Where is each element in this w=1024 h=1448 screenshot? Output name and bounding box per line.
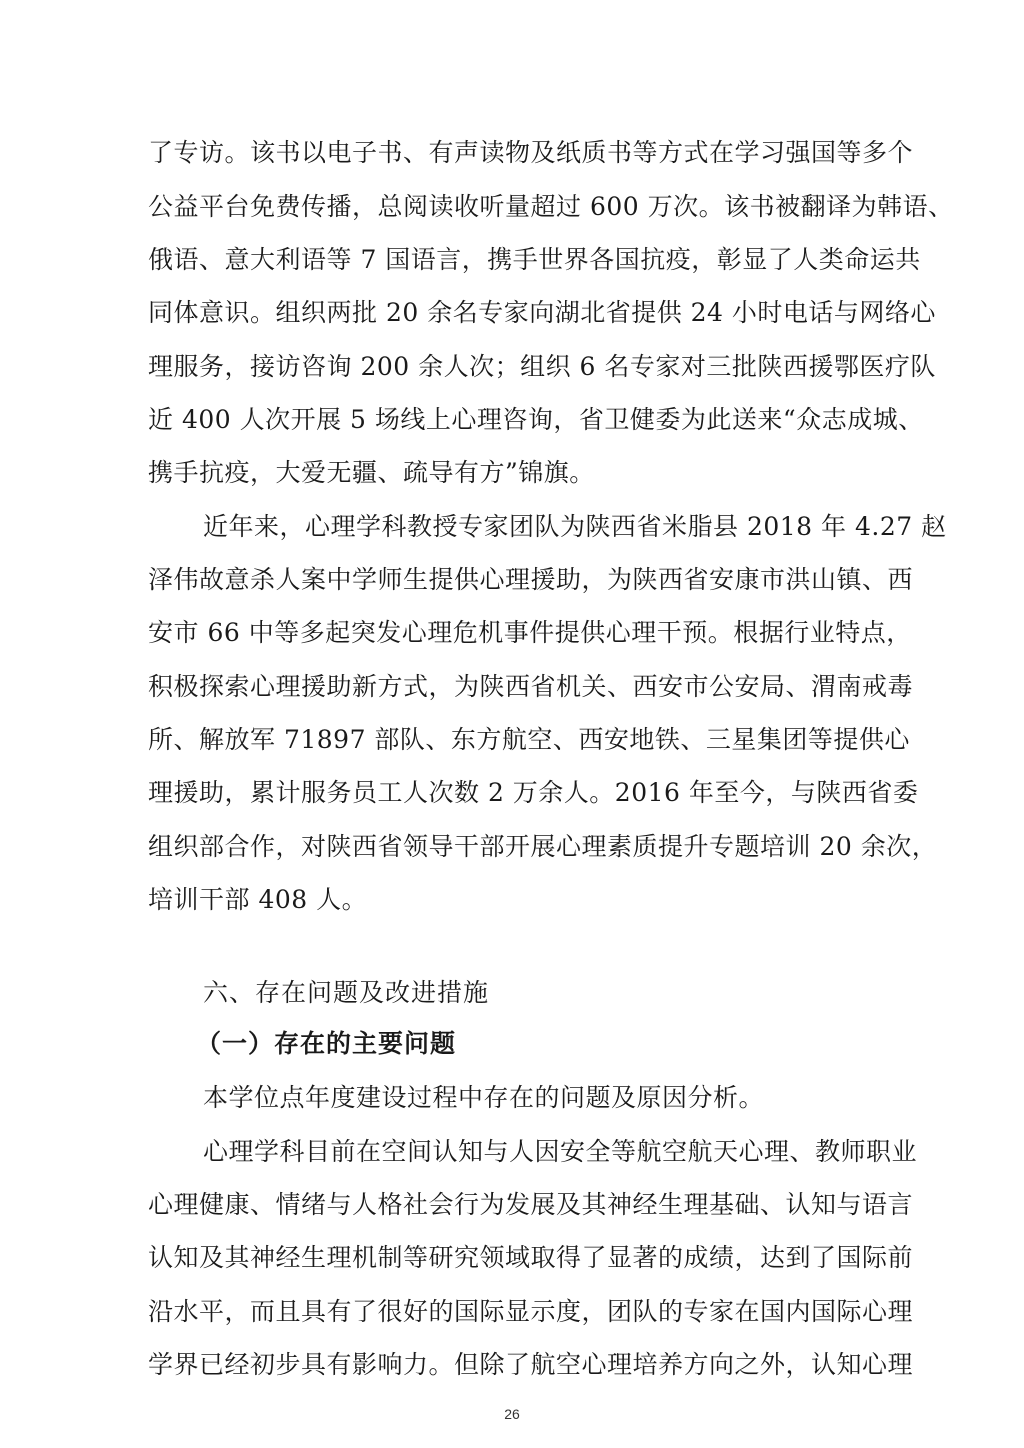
paragraph-line: 沿水平，而且具有了很好的国际显示度，团队的专家在国内国际心理 <box>148 1297 914 1326</box>
paragraph-line: 同体意识。组织两批 20 余名专家向湖北省提供 24 小时电话与网络心 <box>148 298 936 327</box>
paragraph-line: 积极探索心理援助新方式，为陕西省机关、西安市公安局、渭南戒毒 <box>148 672 914 701</box>
page-number: 26 <box>504 1406 520 1422</box>
paragraph-line: 了专访。该书以电子书、有声读物及纸质书等方式在学习强国等多个 <box>148 138 914 167</box>
paragraph-line: 认知及其神经生理机制等研究领域取得了显著的成绩，达到了国际前 <box>148 1243 914 1272</box>
paragraph-line: 理服务，接访咨询 200 余人次；组织 6 名专家对三批陕西援鄂医疗队 <box>148 352 936 381</box>
paragraph-line: 本学位点年度建设过程中存在的问题及原因分析。 <box>203 1083 765 1112</box>
paragraph-line: 泽伟故意杀人案中学师生提供心理援助，为陕西省安康市洪山镇、西 <box>148 565 914 594</box>
paragraph-line: 理援助，累计服务员工人次数 2 万余人。2016 年至今，与陕西省委 <box>148 778 919 807</box>
paragraph-line: 所、解放军 71897 部队、东方航空、西安地铁、三星集团等提供心 <box>148 725 910 754</box>
paragraph-line: 俄语、意大利语等 7 国语言，携手世界各国抗疫，彰显了人类命运共 <box>148 245 921 274</box>
paragraph-line: 组织部合作，对陕西省领导干部开展心理素质提升专题培训 20 余次， <box>148 832 938 861</box>
paragraph-line: 安市 66 中等多起突发心理危机事件提供心理干预。根据行业特点， <box>148 618 912 647</box>
paragraph-line: 心理健康、情绪与人格社会行为发展及其神经生理基础、认知与语言 <box>148 1190 914 1219</box>
section-heading: 六、存在问题及改进措施 <box>203 978 490 1007</box>
paragraph-line: 近年来，心理学科教授专家团队为陕西省米脂县 2018 年 4.27 赵 <box>203 512 947 541</box>
paragraph-line: 公益平台免费传播，总阅读收听量超过 600 万次。该书被翻译为韩语、 <box>148 192 954 221</box>
paragraph-line: 近 400 人次开展 5 场线上心理咨询，省卫健委为此送来“众志成城、 <box>148 405 924 434</box>
subsection-heading: （一）存在的主要问题 <box>196 1029 457 1058</box>
paragraph-line: 心理学科目前在空间认知与人因安全等航空航天心理、教师职业 <box>203 1137 918 1166</box>
paragraph-line: 携手抗疫，大爱无疆、疏导有方”锦旗。 <box>148 458 595 487</box>
paragraph-line: 学界已经初步具有影响力。但除了航空心理培养方向之外，认知心理 <box>148 1350 914 1379</box>
paragraph-line: 培训干部 408 人。 <box>148 885 368 914</box>
